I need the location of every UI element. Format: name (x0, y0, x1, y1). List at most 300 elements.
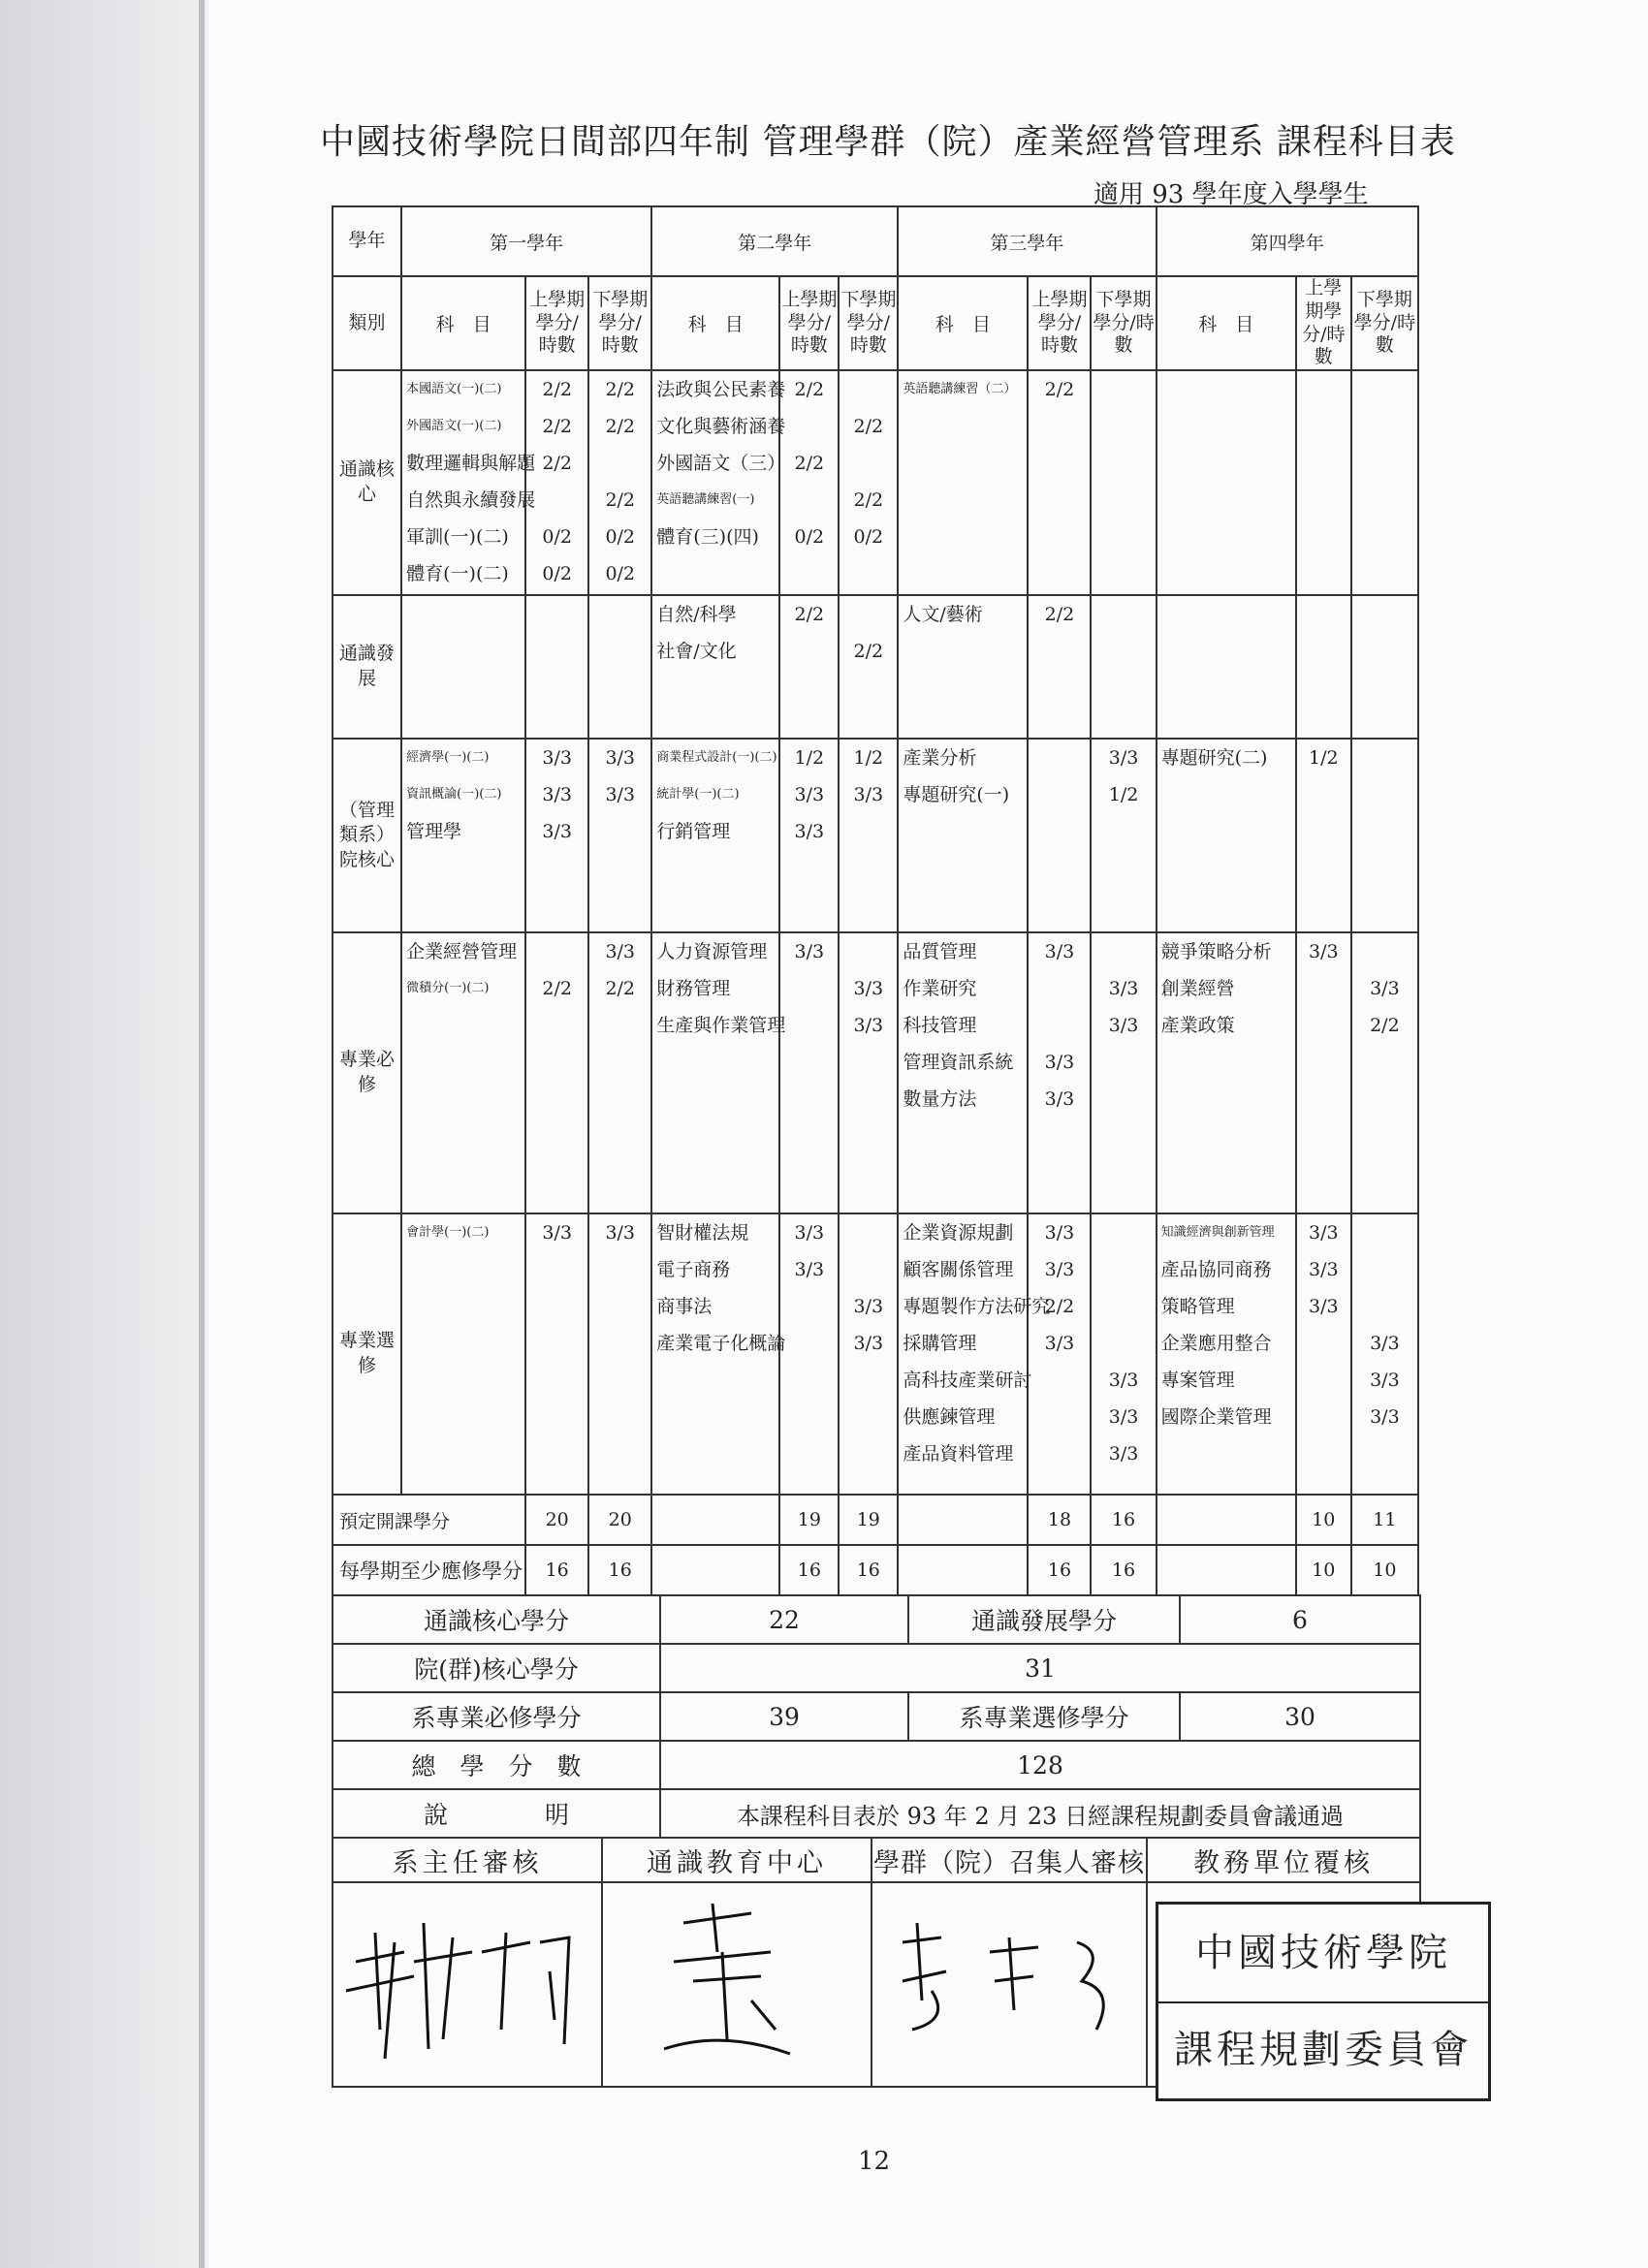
book-binding-shadow (0, 0, 213, 2268)
course-credit (840, 445, 897, 482)
course-name: 外國語文(一)(二) (406, 419, 502, 433)
signature-header: 通識教育中心 (602, 1838, 872, 1882)
required-y1-sem2 (588, 932, 651, 1213)
official-stamp (1156, 1902, 1491, 2101)
course-name: 知識經濟與創新管理 (1160, 1225, 1275, 1240)
note-label: 說 明 (333, 1789, 660, 1838)
general_dev-y4-subjects (1157, 595, 1296, 739)
general_core-y4-sem1 (1296, 370, 1351, 595)
general_dev-y3-subjects (898, 595, 1028, 739)
stamp-line-2: 課程規劃委員會 (1174, 2028, 1473, 2072)
course-credit: 2/2 (794, 604, 825, 625)
course-name: 顧客關係管理 (903, 1259, 1014, 1280)
course-credit: 3/3 (853, 1296, 884, 1317)
course-credit (780, 1325, 838, 1362)
course-credit (526, 482, 587, 519)
course-name: 統計學(一)(二) (656, 787, 740, 802)
course-credit: 3/3 (1108, 1406, 1139, 1428)
signature-header: 學群（院）召集人審核 (872, 1838, 1147, 1882)
course-credit (589, 445, 650, 482)
course-credit (1297, 1325, 1350, 1362)
required-credits-label: 系專業必修學分 (333, 1692, 660, 1741)
elective-y1-subjects (401, 1213, 525, 1495)
college_core-y4-sem2 (1351, 739, 1418, 932)
college_core-y2-sem1 (779, 739, 839, 932)
course-credit: 3/3 (605, 941, 636, 962)
minimum-value: 16 (525, 1545, 588, 1595)
general_core-y2-sem1 (779, 370, 839, 595)
course-credit: 3/3 (542, 1222, 572, 1244)
category-required: 專業必修 (333, 932, 401, 1213)
course-name: 企業資源規劃 (903, 1222, 1014, 1244)
course-credit (1092, 1081, 1155, 1118)
planned-value: 20 (588, 1495, 651, 1545)
required-y1-subjects (401, 932, 525, 1213)
minimum-value: 10 (1351, 1545, 1418, 1595)
course-name: 產品協同商務 (1160, 1259, 1272, 1280)
elective-y4-sem2 (1351, 1213, 1418, 1495)
general_dev-y1-subjects (401, 595, 525, 739)
elective-y1-sem2 (588, 1213, 651, 1495)
course-credit (1297, 1362, 1350, 1399)
required-y3-sem1 (1028, 932, 1091, 1213)
course-credit: 3/3 (1108, 978, 1139, 999)
signature-dept-head (333, 1882, 602, 2087)
course-name: 管理學 (406, 821, 462, 842)
course-credit: 0/2 (605, 563, 636, 584)
page-subtitle: 適用 93 學年度入學學生 (1093, 180, 1369, 209)
course-name: 社會/文化 (656, 641, 737, 662)
handwritten-signature (873, 1884, 1145, 2078)
note-text: 本課程科目表於 93 年 2 月 23 日經課程規劃委員會議通過 (660, 1789, 1420, 1838)
gen-core-credits-value: 22 (660, 1595, 908, 1644)
planned-value: 19 (779, 1495, 839, 1545)
course-credit: 3/3 (1309, 941, 1339, 962)
course-name: 經濟學(一)(二) (406, 750, 490, 765)
course-name: 生產與作業管理 (656, 1015, 786, 1036)
category-general-dev: 通識發展 (333, 595, 401, 739)
course-name: 專題製作方法研究 (903, 1296, 1051, 1317)
signature-gen-ed-center (602, 1882, 872, 2087)
course-name: 會計學(一)(二) (406, 1225, 490, 1240)
course-credit: 3/3 (853, 978, 884, 999)
course-credit: 2/2 (794, 453, 825, 474)
elective-y2-sem2 (839, 1213, 898, 1495)
course-credit: 2/2 (605, 978, 636, 999)
course-credit (1297, 970, 1350, 1007)
credit-summary-table (332, 1594, 1421, 1839)
course-credit (780, 970, 838, 1007)
course-name: 財務管理 (656, 978, 731, 999)
college_core-y3-sem2 (1091, 739, 1156, 932)
course-credit: 3/3 (542, 821, 572, 842)
binding-edge (199, 0, 205, 2268)
course-credit (1297, 1007, 1350, 1044)
course-name: 創業經營 (1160, 978, 1235, 999)
course-credit: 0/2 (542, 526, 572, 548)
total-credits-label: 總 學 分 數 (333, 1741, 660, 1789)
course-name: 企業應用整合 (1160, 1333, 1272, 1354)
course-credit: 3/3 (794, 784, 825, 805)
course-credit (1092, 933, 1155, 970)
college_core-y4-sem1 (1296, 739, 1351, 932)
course-credit: 3/3 (1309, 1296, 1339, 1317)
course-name: 體育(一)(二) (406, 563, 509, 584)
course-credit: 3/3 (1044, 1222, 1075, 1244)
category-general-core: 通識核心 (333, 370, 401, 595)
sem1-header-y2: 上學期學分/時數 (779, 276, 839, 370)
year-3-header: 第三學年 (898, 206, 1156, 276)
total-credits-value: 128 (660, 1741, 1420, 1789)
course-credit: 3/3 (1370, 1370, 1400, 1391)
course-credit (1352, 933, 1417, 970)
course-credit (780, 408, 838, 445)
elective-credits-value: 30 (1180, 1692, 1420, 1741)
course-credit: 3/3 (853, 1333, 884, 1354)
elective-y2-sem1 (779, 1213, 839, 1495)
course-name: 專案管理 (1160, 1370, 1235, 1391)
college_core-y1-sem1 (525, 739, 588, 932)
general_dev-y2-sem2 (839, 595, 898, 739)
course-credit: 0/2 (853, 526, 884, 548)
course-credit (840, 596, 897, 633)
course-credit: 3/3 (542, 747, 572, 769)
course-name: 體育(三)(四) (656, 526, 759, 548)
course-credit (1029, 1362, 1090, 1399)
elective-y4-subjects (1157, 1213, 1296, 1495)
general_core-y2-subjects (651, 370, 786, 595)
gen-core-credits-label: 通識核心學分 (333, 1595, 660, 1644)
course-name: 法政與公民素養 (656, 379, 786, 400)
course-credit (1352, 1214, 1417, 1251)
required-y1-sem1 (525, 932, 588, 1213)
course-credit (780, 633, 838, 670)
course-name: 自然/科學 (656, 604, 737, 625)
course-credit (840, 933, 897, 970)
college_core-y2-sem2 (839, 739, 898, 932)
planned-value: 10 (1296, 1495, 1351, 1545)
course-credit: 2/2 (794, 379, 825, 400)
course-name: 英語聽講練習(一) (656, 492, 755, 507)
general_core-y3-sem2 (1091, 370, 1156, 595)
course-name: 策略管理 (1160, 1296, 1235, 1317)
elective-y3-sem2 (1091, 1213, 1156, 1495)
course-credit: 3/3 (1044, 1052, 1075, 1073)
course-credit: 2/2 (1370, 1015, 1400, 1036)
course-name: 專題研究(二) (1160, 747, 1268, 769)
course-credit (589, 813, 650, 850)
course-credit: 3/3 (1370, 1406, 1400, 1428)
signature-header: 教務單位覆核 (1147, 1838, 1420, 1882)
course-credit: 3/3 (542, 784, 572, 805)
course-credit: 2/2 (542, 453, 572, 474)
course-credit (1029, 740, 1090, 776)
course-name: 資訊概論(一)(二) (406, 787, 502, 802)
course-credit: 3/3 (853, 1015, 884, 1036)
required-y4-sem2 (1351, 932, 1418, 1213)
course-credit (1092, 1214, 1155, 1251)
course-credit (1029, 1399, 1090, 1435)
handwritten-signature (606, 1884, 868, 2078)
category-elective: 專業選修 (333, 1213, 401, 1495)
course-name: 產業分析 (903, 747, 977, 769)
course-name: 科技管理 (903, 1015, 977, 1036)
sem2-header-y4: 下學期學分/時數 (1351, 276, 1418, 370)
year-4-header: 第四學年 (1157, 206, 1418, 276)
course-credit: 3/3 (794, 941, 825, 962)
general_core-y1-subjects (401, 370, 536, 595)
course-name: 商業程式設計(一)(二) (656, 750, 777, 765)
course-credit: 0/2 (605, 526, 636, 548)
course-credit (1029, 776, 1090, 813)
course-credit: 3/3 (794, 1222, 825, 1244)
year-1-header: 第一學年 (401, 206, 651, 276)
course-name: 行銷管理 (656, 821, 731, 842)
course-credit: 2/2 (853, 641, 884, 662)
course-name: 國際企業管理 (1160, 1406, 1272, 1428)
general_dev-y3-sem2 (1091, 595, 1156, 739)
course-credit: 3/3 (1044, 1259, 1075, 1280)
subject-header-y2: 科 目 (651, 276, 779, 370)
course-name: 英語聽講練習（二） (903, 382, 1017, 396)
course-name: 商事法 (656, 1296, 713, 1317)
course-credit (1352, 1288, 1417, 1325)
course-name: 數量方法 (903, 1088, 977, 1110)
elective-y4-sem1 (1296, 1213, 1351, 1495)
course-credit (1092, 1325, 1155, 1362)
general_core-y3-subjects (898, 370, 1028, 595)
general_dev-y4-sem1 (1296, 595, 1351, 739)
sem1-header-y3: 上學期學分/時數 (1028, 276, 1091, 370)
signature-college-convener (872, 1882, 1147, 2087)
course-credit: 2/2 (1044, 1296, 1075, 1317)
sem2-header-y1: 下學期學分/時數 (588, 276, 651, 370)
course-credit: 3/3 (1044, 1333, 1075, 1354)
general_dev-y2-subjects (651, 595, 779, 739)
course-credit: 2/2 (542, 379, 572, 400)
elective-credits-label: 系專業選修學分 (908, 1692, 1180, 1741)
elective-y1-sem1 (525, 1213, 588, 1495)
elective-y2-subjects (651, 1213, 786, 1495)
course-credit: 2/2 (542, 416, 572, 437)
gen-dev-credits-label: 通識發展學分 (908, 1595, 1180, 1644)
course-credit: 2/2 (1044, 604, 1075, 625)
curriculum-table (332, 205, 1419, 1596)
course-credit: 3/3 (1370, 1333, 1400, 1354)
college_core-y4-subjects (1157, 739, 1296, 932)
general_dev-y1-sem2 (588, 595, 651, 739)
planned-value: 16 (1091, 1495, 1156, 1545)
course-credit: 2/2 (1044, 379, 1075, 400)
course-name: 軍訓(一)(二) (406, 526, 509, 548)
course-credit: 3/3 (1108, 1370, 1139, 1391)
minimum-value: 16 (1091, 1545, 1156, 1595)
sem2-header-y3: 下學期學分/時數 (1091, 276, 1156, 370)
sem1-header-y4: 上學期學分/時數 (1296, 276, 1351, 370)
course-credit: 0/2 (794, 526, 825, 548)
course-credit: 3/3 (794, 821, 825, 842)
course-credit: 1/2 (794, 747, 825, 769)
course-credit (840, 1251, 897, 1288)
college_core-y1-sem2 (588, 739, 651, 932)
course-credit: 2/2 (605, 489, 636, 511)
course-name: 外國語文（三） (656, 453, 786, 474)
course-name: 高科技產業研討 (903, 1370, 1032, 1391)
course-credit: 3/3 (1108, 747, 1139, 769)
course-credit (1352, 740, 1417, 776)
course-credit: 2/2 (853, 489, 884, 511)
course-name: 產業政策 (1160, 1015, 1235, 1036)
course-name: 電子商務 (656, 1259, 731, 1280)
course-name: 數理邏輯與解題 (406, 453, 536, 474)
course-name: 品質管理 (903, 941, 977, 962)
course-credit: 0/2 (542, 563, 572, 584)
general_core-y4-sem2 (1351, 370, 1418, 595)
subject-header-y4: 科 目 (1157, 276, 1296, 370)
course-credit: 3/3 (1309, 1259, 1339, 1280)
required-y4-sem1 (1296, 932, 1351, 1213)
general_core-y4-subjects (1157, 370, 1296, 595)
sem2-header-y2: 下學期學分/時數 (839, 276, 898, 370)
stamp-divider (1158, 2001, 1488, 2003)
planned-value: 18 (1028, 1495, 1091, 1545)
course-name: 企業經營管理 (406, 941, 518, 962)
course-credit: 2/2 (853, 416, 884, 437)
course-name: 本國語文(一)(二) (406, 382, 502, 396)
general_core-y1-sem2 (588, 370, 651, 595)
course-name: 管理資訊系統 (903, 1052, 1014, 1073)
course-credit: 3/3 (1370, 978, 1400, 999)
course-credit (780, 482, 838, 519)
gen-dev-credits-value: 6 (1180, 1595, 1420, 1644)
general_dev-y1-sem1 (525, 595, 588, 739)
course-credit: 3/3 (605, 1222, 636, 1244)
planned-value: 20 (525, 1495, 588, 1545)
general_dev-y2-sem1 (779, 595, 839, 739)
sem1-header-y1: 上學期學分/時數 (525, 276, 588, 370)
course-name: 文化與藝術涵養 (656, 416, 786, 437)
general_core-y3-sem1 (1028, 370, 1091, 595)
college_core-y3-sem1 (1028, 739, 1091, 932)
signature-header: 系主任審核 (333, 1838, 602, 1882)
course-credit (1092, 1251, 1155, 1288)
planned-value: 19 (839, 1495, 898, 1545)
course-credit (526, 933, 587, 970)
course-credit (1029, 1007, 1090, 1044)
course-credit (1092, 1044, 1155, 1081)
course-name: 微積分(一)(二) (406, 981, 490, 995)
page-title: 中國技術學院日間部四年制 管理學群（院）產業經營管理系 課程科目表 (320, 122, 1456, 162)
course-credit: 1/2 (853, 747, 884, 769)
elective-y3-sem1 (1028, 1213, 1091, 1495)
category-college-core: （管理類系）院核心 (333, 739, 401, 932)
college_core-y3-subjects (898, 739, 1028, 932)
course-name: 作業研究 (903, 978, 977, 999)
required-y2-sem1 (779, 932, 839, 1213)
minimum-value: 10 (1296, 1545, 1351, 1595)
course-credit (780, 1288, 838, 1325)
course-name: 人力資源管理 (656, 941, 768, 962)
course-credit (1092, 1288, 1155, 1325)
course-credit (840, 813, 897, 850)
course-credit: 3/3 (605, 747, 636, 769)
course-name: 專題研究(一) (903, 784, 1010, 805)
general_dev-y3-sem1 (1028, 595, 1091, 739)
course-credit: 3/3 (1309, 1222, 1339, 1244)
year-label-cell: 學年 (333, 206, 401, 276)
course-credit: 2/2 (542, 978, 572, 999)
course-name: 產品資料管理 (903, 1443, 1014, 1465)
course-credit (840, 1214, 897, 1251)
course-credit: 3/3 (794, 1259, 825, 1280)
course-credit: 3/3 (1108, 1015, 1139, 1036)
minimum-value: 16 (779, 1545, 839, 1595)
course-credit: 3/3 (1044, 941, 1075, 962)
college_core-y2-subjects (651, 739, 779, 932)
course-credit (1092, 371, 1155, 408)
minimum-credits-label: 每學期至少應修學分 (333, 1545, 525, 1595)
course-credit (1029, 970, 1090, 1007)
required-y3-sem2 (1091, 932, 1156, 1213)
course-credit (1352, 1251, 1417, 1288)
course-credit (840, 371, 897, 408)
course-name: 採購管理 (903, 1333, 977, 1354)
course-name: 人文/藝術 (903, 604, 983, 625)
course-name: 產業電子化概論 (656, 1333, 786, 1354)
required-y2-subjects (651, 932, 786, 1213)
handwritten-signature (336, 1884, 598, 2078)
course-credit (1297, 1399, 1350, 1435)
stamp-line-1: 中國技術學院 (1195, 1931, 1451, 1975)
planned-value: 11 (1351, 1495, 1418, 1545)
college-credits-value: 31 (660, 1644, 1420, 1692)
course-credit (1029, 1435, 1090, 1472)
college-credits-label: 院(群)核心學分 (333, 1644, 660, 1692)
course-credit (780, 1007, 838, 1044)
course-credit: 1/2 (1309, 747, 1339, 769)
course-name: 供應鍊管理 (903, 1406, 996, 1428)
subject-header-y1: 科 目 (401, 276, 525, 370)
course-credit: 3/3 (1108, 1443, 1139, 1465)
minimum-value: 16 (839, 1545, 898, 1595)
required-credits-value: 39 (660, 1692, 908, 1741)
required-y3-subjects (898, 932, 1028, 1213)
planned-credits-label: 預定開課學分 (333, 1495, 525, 1545)
course-credit: 1/2 (1108, 784, 1139, 805)
course-credit: 3/3 (1044, 1088, 1075, 1110)
page-number: 12 (858, 2147, 891, 2176)
course-name: 自然與永續發展 (406, 489, 536, 511)
course-name: 智財權法規 (656, 1222, 749, 1244)
course-credit (1092, 596, 1155, 633)
elective-y3-subjects (898, 1213, 1051, 1495)
college_core-y1-subjects (401, 739, 525, 932)
minimum-value: 16 (588, 1545, 651, 1595)
subject-header-y3: 科 目 (898, 276, 1028, 370)
course-credit: 2/2 (605, 416, 636, 437)
required-y2-sem2 (839, 932, 898, 1213)
year-2-header: 第二學年 (651, 206, 898, 276)
general_core-y2-sem2 (839, 370, 898, 595)
category-label-cell: 類別 (333, 276, 401, 370)
general_dev-y4-sem2 (1351, 595, 1418, 739)
course-name: 競爭策略分析 (1160, 941, 1272, 962)
required-y4-subjects (1157, 932, 1296, 1213)
course-credit: 3/3 (605, 784, 636, 805)
minimum-value: 16 (1028, 1545, 1091, 1595)
course-credit: 3/3 (853, 784, 884, 805)
general_core-y1-sem1 (525, 370, 588, 595)
